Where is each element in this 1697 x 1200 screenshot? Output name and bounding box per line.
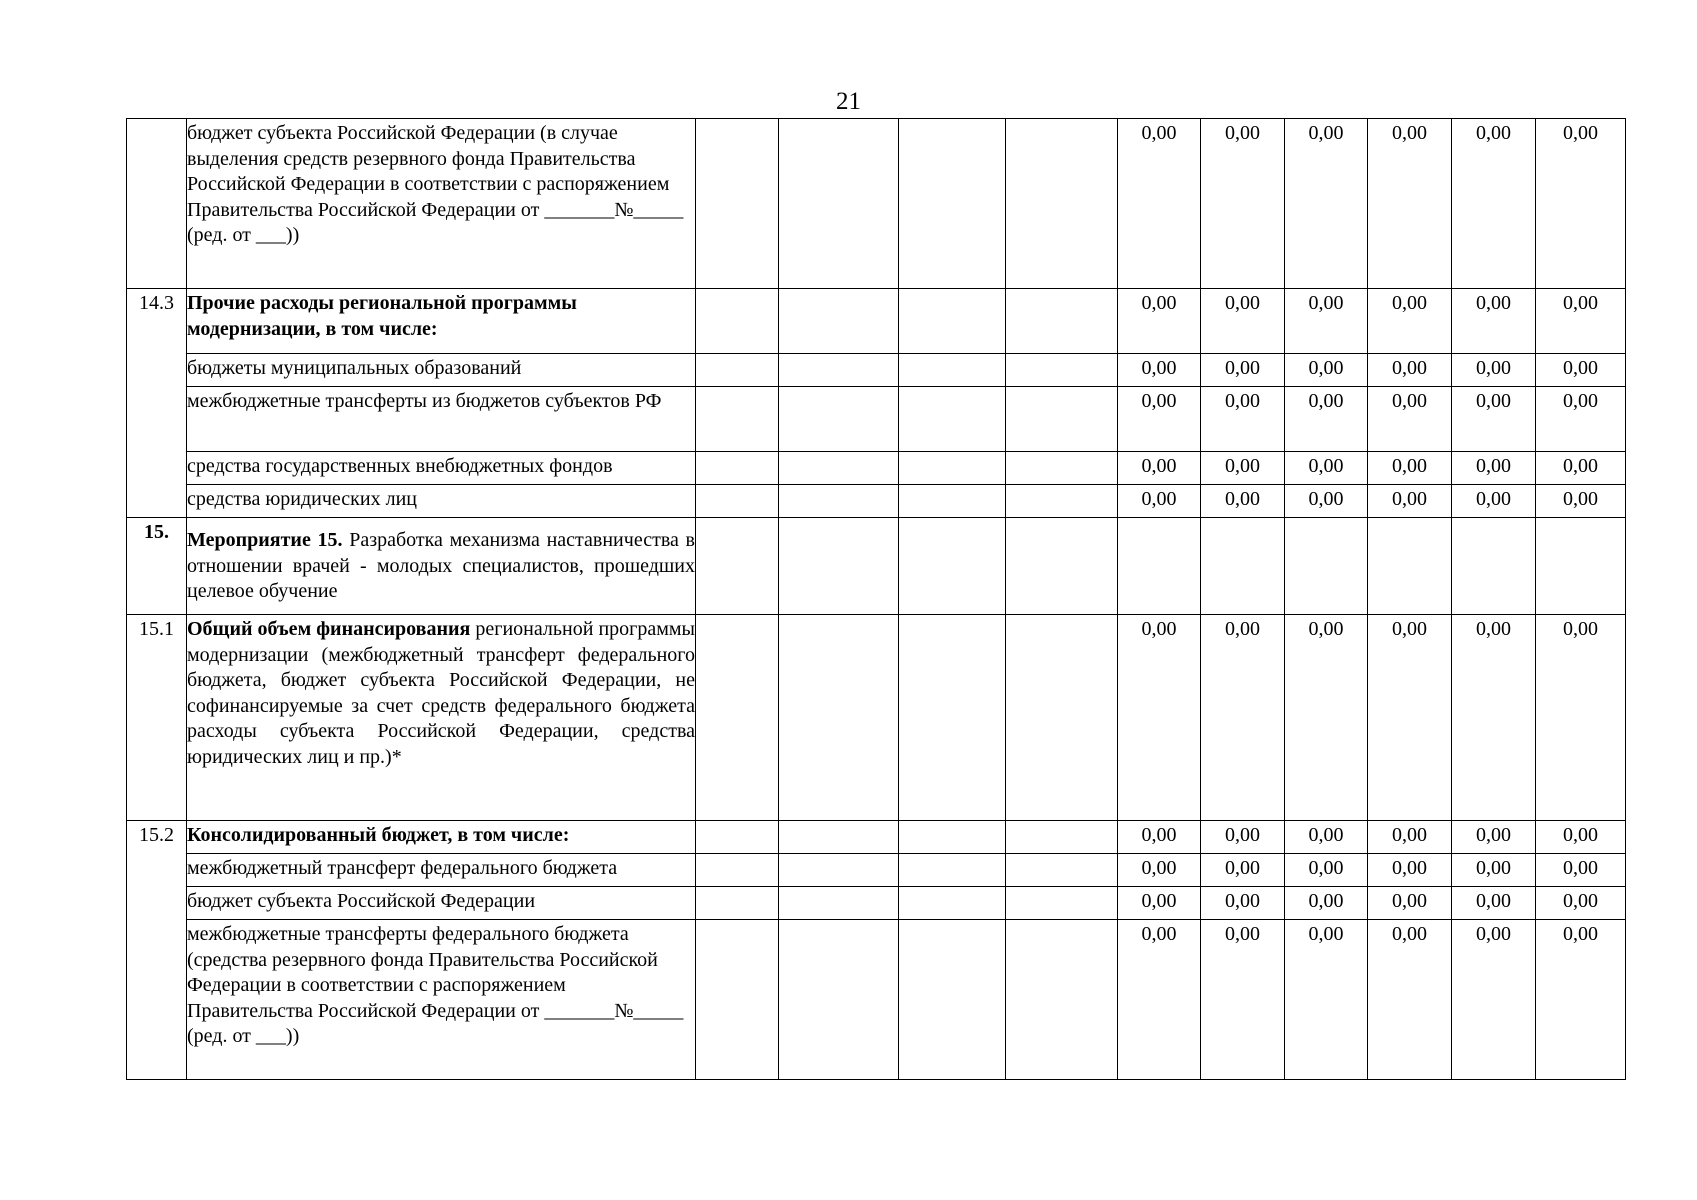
value-cell: 0,00 xyxy=(1368,920,1452,1080)
row-description: средства государственных внебюджетных фондов xyxy=(187,452,696,485)
value-cell xyxy=(1285,518,1368,615)
row-number: 15. xyxy=(127,518,187,615)
value-cell: 0,00 xyxy=(1118,615,1201,821)
value-cell: 0,00 xyxy=(1118,452,1201,485)
value-cell: 0,00 xyxy=(1452,452,1536,485)
value-cell: 0,00 xyxy=(1536,854,1626,887)
value-cell: 0,00 xyxy=(1118,920,1201,1080)
row-number: 14.3 xyxy=(127,289,187,518)
row-description: бюджеты муниципальных образований xyxy=(187,354,696,387)
value-cell: 0,00 xyxy=(1536,485,1626,518)
row-description: межбюджетный трансферт федерального бюджета xyxy=(187,854,696,887)
value-cell: 0,00 xyxy=(1285,289,1368,354)
value-cell: 0,00 xyxy=(1118,289,1201,354)
value-cell: 0,00 xyxy=(1285,119,1368,289)
table-row xyxy=(127,387,1626,452)
value-cell: 0,00 xyxy=(1118,821,1201,854)
value-cell: 0,00 xyxy=(1452,615,1536,821)
row-description-text: Разработка механизма наставничества в отношении врачей - молодых специалистов, прошедших целевое обучение xyxy=(187,529,695,602)
value-cell: 0,00 xyxy=(1201,354,1285,387)
table-row xyxy=(127,920,1626,1080)
value-cell: 0,00 xyxy=(1368,615,1452,821)
value-cell xyxy=(1118,518,1201,615)
value-cell: 0,00 xyxy=(1118,387,1201,452)
row-description: межбюджетные трансферты федерального бюджета (средства резервного фонда Правительства Российской Федерации в соответствии с распоряжением Правительства Российской Федерации от _______№_____ (ред. от ___)) xyxy=(187,920,696,1080)
row-description: бюджет субъекта Российской Федерации xyxy=(187,887,696,920)
row-description-bold: Мероприятие 15. xyxy=(187,529,343,551)
page-number: 21 xyxy=(836,88,861,115)
value-cell: 0,00 xyxy=(1452,821,1536,854)
value-cell: 0,00 xyxy=(1285,821,1368,854)
row-description-bold: Общий объем финансирования xyxy=(187,618,471,640)
value-cell: 0,00 xyxy=(1201,887,1285,920)
value-cell: 0,00 xyxy=(1201,387,1285,452)
value-cell xyxy=(1368,518,1452,615)
value-cell: 0,00 xyxy=(1452,354,1536,387)
value-cell: 0,00 xyxy=(1452,289,1536,354)
value-cell: 0,00 xyxy=(1368,387,1452,452)
row-number: 15.1 xyxy=(127,615,187,821)
table-row xyxy=(127,887,1626,920)
value-cell: 0,00 xyxy=(1368,887,1452,920)
value-cell: 0,00 xyxy=(1536,119,1626,289)
row-description xyxy=(187,518,696,615)
value-cell: 0,00 xyxy=(1452,485,1536,518)
value-cell: 0,00 xyxy=(1536,920,1626,1080)
value-cell: 0,00 xyxy=(1536,289,1626,354)
value-cell: 0,00 xyxy=(1536,452,1626,485)
value-cell: 0,00 xyxy=(1118,887,1201,920)
value-cell: 0,00 xyxy=(1201,854,1285,887)
value-cell: 0,00 xyxy=(1201,452,1285,485)
value-cell: 0,00 xyxy=(1118,119,1201,289)
value-cell: 0,00 xyxy=(1368,289,1452,354)
row-description: Прочие расходы региональной программы модернизации, в том числе: xyxy=(187,289,696,354)
table-row xyxy=(127,119,1626,289)
value-cell: 0,00 xyxy=(1368,452,1452,485)
table-row xyxy=(127,485,1626,518)
value-cell: 0,00 xyxy=(1452,854,1536,887)
value-cell: 0,00 xyxy=(1452,920,1536,1080)
value-cell: 0,00 xyxy=(1285,920,1368,1080)
value-cell: 0,00 xyxy=(1285,887,1368,920)
row-description-text: региональной программы модернизации (межбюджетный трансферт федерального бюджета, бюджет субъекта Российской Федерации, не софинансируемые за счет средств федерального бюджета расходы субъекта Российской Федерации, средства юридических лиц и пр.)* xyxy=(187,618,695,768)
row-description: средства юридических лиц xyxy=(187,485,696,518)
value-cell: 0,00 xyxy=(1368,854,1452,887)
value-cell xyxy=(1536,518,1626,615)
value-cell xyxy=(1452,518,1536,615)
value-cell: 0,00 xyxy=(1285,854,1368,887)
value-cell: 0,00 xyxy=(1536,387,1626,452)
value-cell: 0,00 xyxy=(1285,452,1368,485)
row-description: межбюджетные трансферты из бюджетов субъектов РФ xyxy=(187,387,696,452)
value-cell: 0,00 xyxy=(1368,119,1452,289)
row-description: бюджет субъекта Российской Федерации (в случае выделения средств резервного фонда Правительства Российской Федерации в соответствии с распоряжением Правительства Российской Федерации от _______№_____ (ред. от ___)) xyxy=(187,119,696,289)
value-cell: 0,00 xyxy=(1201,615,1285,821)
table-row xyxy=(127,289,1626,354)
value-cell: 0,00 xyxy=(1201,920,1285,1080)
value-cell: 0,00 xyxy=(1285,485,1368,518)
value-cell: 0,00 xyxy=(1368,821,1452,854)
row-description: Консолидированный бюджет, в том числе: xyxy=(187,821,696,854)
table-row xyxy=(127,518,1626,615)
value-cell: 0,00 xyxy=(1201,821,1285,854)
value-cell: 0,00 xyxy=(1452,887,1536,920)
value-cell: 0,00 xyxy=(1118,354,1201,387)
value-cell: 0,00 xyxy=(1368,485,1452,518)
table-row xyxy=(127,821,1626,854)
table-row xyxy=(127,452,1626,485)
value-cell: 0,00 xyxy=(1536,887,1626,920)
value-cell: 0,00 xyxy=(1285,354,1368,387)
value-cell: 0,00 xyxy=(1536,354,1626,387)
table-row xyxy=(127,354,1626,387)
value-cell: 0,00 xyxy=(1201,289,1285,354)
row-number xyxy=(127,119,187,289)
value-cell: 0,00 xyxy=(1536,615,1626,821)
value-cell xyxy=(1201,518,1285,615)
value-cell: 0,00 xyxy=(1452,119,1536,289)
value-cell: 0,00 xyxy=(1452,387,1536,452)
value-cell: 0,00 xyxy=(1368,354,1452,387)
row-number: 15.2 xyxy=(127,821,187,1080)
value-cell: 0,00 xyxy=(1536,821,1626,854)
financing-table xyxy=(126,118,1626,1080)
row-description xyxy=(187,615,696,821)
table-row xyxy=(127,854,1626,887)
value-cell: 0,00 xyxy=(1285,387,1368,452)
value-cell: 0,00 xyxy=(1118,854,1201,887)
value-cell: 0,00 xyxy=(1285,615,1368,821)
table-row xyxy=(127,615,1626,821)
value-cell: 0,00 xyxy=(1201,119,1285,289)
value-cell: 0,00 xyxy=(1118,485,1201,518)
value-cell: 0,00 xyxy=(1201,485,1285,518)
